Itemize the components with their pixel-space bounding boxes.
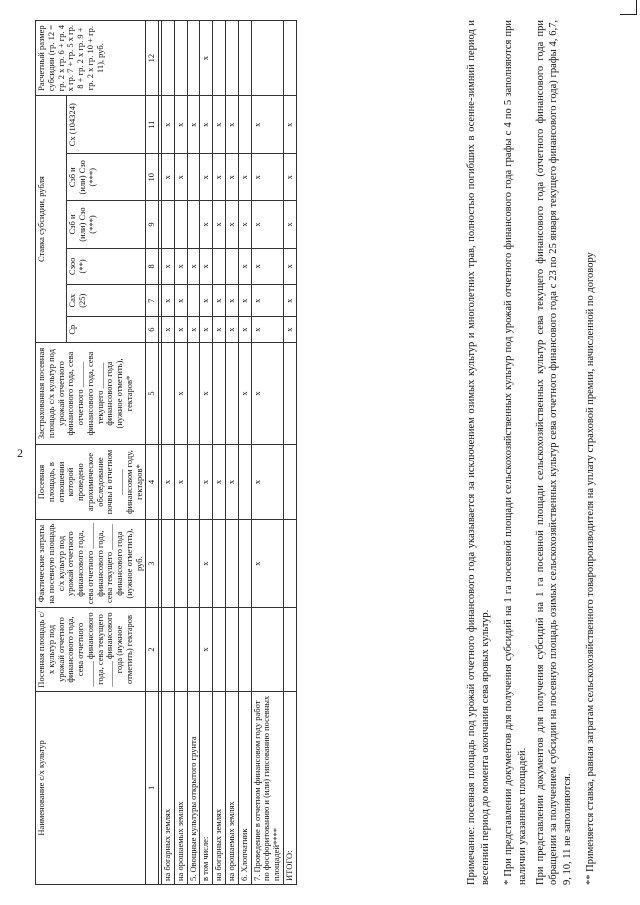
table-cell: х xyxy=(226,96,239,154)
table-cell: х xyxy=(238,154,251,201)
table-cell xyxy=(174,608,187,692)
table-cell: х xyxy=(200,285,213,317)
table-cell: х xyxy=(200,154,213,201)
table-row xyxy=(283,21,296,885)
table-cell: х xyxy=(200,248,213,284)
note-footnote-1: * При представлении документов для получения субсидий на 1 га посевной площади сельскохозяйственных культур под урожай отчетного финансового года графы с 4 по 5 заполняются при наличии указанных площадей. xyxy=(503,20,528,885)
header-rate-sah: Сах (25) xyxy=(67,285,146,317)
table-cell xyxy=(251,21,283,96)
table-cell: х xyxy=(200,608,213,692)
table-cell: х xyxy=(200,317,213,343)
table-cell: х xyxy=(251,285,283,317)
table-cell: х xyxy=(187,248,200,284)
table-cell: х xyxy=(200,96,213,154)
table-cell: х xyxy=(226,285,239,317)
table-body xyxy=(159,21,296,885)
table-cell xyxy=(226,343,239,445)
table-cell: х xyxy=(162,248,175,284)
page-number: 2 xyxy=(17,446,23,460)
table-cell xyxy=(187,343,200,445)
table-cell: х xyxy=(251,444,283,519)
table-cell xyxy=(283,21,296,96)
column-number: 9 xyxy=(146,201,159,248)
table-cell: х xyxy=(226,154,239,201)
table-cell: х xyxy=(200,444,213,519)
table-cell xyxy=(226,520,239,608)
row-label: 7. Проведение в отчетном финансовом году работ по фосфоритованию и (или) гипсованию посевных площадей**** xyxy=(251,691,283,884)
table-cell xyxy=(226,608,239,692)
column-number: 5 xyxy=(146,343,159,445)
table-cell: х xyxy=(251,201,283,248)
table-cell: х xyxy=(200,21,213,96)
table-cell: х xyxy=(174,317,187,343)
table-row xyxy=(238,21,251,885)
column-number: 3 xyxy=(146,520,159,608)
table-cell xyxy=(187,520,200,608)
table-cell xyxy=(162,520,175,608)
header-subsidy-amount: Расчетный размер субсидии (гр. 12 = гр. 2 х гр. 6 + гр. 4 х гр. 7 + гр. 5 х гр. 8 + гр. 2 х гр. 9 + гр. 2 х гр. 10 + гр. 11), руб. xyxy=(36,21,146,96)
header-rate-szb-2: Сзб и (или) Сзо (***) xyxy=(67,154,146,201)
header-rate-sr: Ср xyxy=(67,317,146,343)
table-cell: х xyxy=(251,343,283,445)
table-cell: х xyxy=(213,201,226,248)
table-cell: х xyxy=(283,317,296,343)
column-number: 4 xyxy=(146,444,159,519)
header-insured-area: Застрахованная посевная площадь с/х культур под урожай отчетного финансового года, сева отчетного ______ финансового года, сева текущего ______ финансового года (нужное отметить), гектаров* xyxy=(36,343,146,445)
table-cell: х xyxy=(251,317,283,343)
column-number: 6 xyxy=(146,317,159,343)
table-cell xyxy=(226,248,239,284)
header-agrochemical-area: Посевная площадь, в отношении которой проведено агрохимическое обследование почвы в отчетном ______ финансовом году, гектаров* xyxy=(36,444,146,519)
table-cell xyxy=(187,154,200,201)
table-cell: х xyxy=(238,343,251,445)
column-number: 2 xyxy=(146,608,159,692)
table-cell xyxy=(213,608,226,692)
note-footnote-1-cont: При представлении документов для получения субсидий на 1 га посевной площади сельскохозяйственных культур сева текущего финансового года (отчетного финансового года при обращении за получением субсидии на посевную площадь озимых сельскохозяйственных культур сева отчетного финансового года с 23 по 25 января текущего финансового года) графы 4, 6,7, 9, 10, 11 не заполняются. xyxy=(534,20,573,885)
table-cell: х xyxy=(213,444,226,519)
table-row xyxy=(251,21,283,885)
column-number: 12 xyxy=(146,21,159,96)
table-cell: х xyxy=(226,317,239,343)
table-cell xyxy=(283,444,296,519)
table-cell: х xyxy=(283,248,296,284)
row-label: на богарных землях xyxy=(162,691,175,884)
table-cell xyxy=(187,444,200,519)
row-label: на богарных землях xyxy=(213,691,226,884)
table-cell xyxy=(238,608,251,692)
table-cell xyxy=(238,444,251,519)
table-row xyxy=(200,21,213,885)
table-cell: х xyxy=(187,96,200,154)
table-cell: х xyxy=(238,201,251,248)
table-cell: х xyxy=(238,248,251,284)
table-cell: х xyxy=(226,444,239,519)
header-rate-sh: Сх (104324) xyxy=(67,96,146,154)
rotated-page-content xyxy=(0,10,640,895)
table-cell: х xyxy=(251,96,283,154)
table-cell: х xyxy=(226,201,239,248)
table-cell: х xyxy=(283,154,296,201)
table-cell: х xyxy=(251,248,283,284)
table-row xyxy=(213,21,226,885)
table-cell: х xyxy=(238,285,251,317)
table-cell: х xyxy=(213,285,226,317)
table-cell xyxy=(283,608,296,692)
table-cell: х xyxy=(238,317,251,343)
table-cell: х xyxy=(283,96,296,154)
note-general: Примечание: посевная площадь под урожай отчетного финансового года указывается за исключением озимых культур и многолетних трав, полностью погибших в осенне-зимний период и весенний период до момента окончания сева яровых культур. xyxy=(466,20,491,885)
table-cell: х xyxy=(174,343,187,445)
table-cell: х xyxy=(174,444,187,519)
header-rate-szoo: Сзоо (**) xyxy=(67,248,146,284)
row-label: на орошаемых землях xyxy=(174,691,187,884)
header-crop-name: Наименование с/х культур xyxy=(36,691,146,884)
table-cell: х xyxy=(162,317,175,343)
table-row xyxy=(174,21,187,885)
row-label: 5. Овощные культуры открытого грунта xyxy=(187,691,200,884)
table-cell: х xyxy=(174,96,187,154)
table-cell xyxy=(162,608,175,692)
table-cell: х xyxy=(174,285,187,317)
subsidy-calculation-table xyxy=(35,20,297,885)
column-number: 10 xyxy=(146,154,159,201)
table-cell: х xyxy=(283,285,296,317)
column-number: 1 xyxy=(146,691,159,884)
header-sown-area: Посевная площадь с/х культур под урожай отчетного финансового года, сева отчетного ______ финансового года, сева текущего ______ финансового года (нужное отметить) гектаров xyxy=(36,608,146,692)
table-cell: х xyxy=(187,317,200,343)
table-cell: х xyxy=(162,154,175,201)
table-cell: х xyxy=(213,317,226,343)
row-label: на орошаемых землях xyxy=(226,691,239,884)
table-cell xyxy=(162,21,175,96)
table-cell: х xyxy=(162,285,175,317)
table-row xyxy=(187,21,200,885)
table-cell: х xyxy=(213,154,226,201)
table-cell: х xyxy=(200,201,213,248)
table-cell: х xyxy=(162,96,175,154)
table-cell: х xyxy=(213,96,226,154)
row-label: в том числе: xyxy=(200,691,213,884)
table-cell xyxy=(283,343,296,445)
row-label: 6. Хлопчатник xyxy=(238,691,251,884)
column-number: 7 xyxy=(146,285,159,317)
table-cell xyxy=(213,520,226,608)
table-cell: х xyxy=(174,154,187,201)
table-cell xyxy=(162,343,175,445)
table-cell xyxy=(238,520,251,608)
table-cell xyxy=(174,520,187,608)
note-footnote-2: ** Применяется ставка, равная затратам сельскохозяйственного товаропроизводителя на уплату страховой премии, начисленной по договору xyxy=(585,252,597,885)
table-cell xyxy=(187,608,200,692)
table-cell: х xyxy=(200,343,213,445)
table-row xyxy=(226,21,239,885)
table-cell xyxy=(238,96,251,154)
table-cell xyxy=(174,201,187,248)
row-label: ИТОГО: xyxy=(283,691,296,884)
header-rate-szb-1: Сзб и (или) Сзо (***) xyxy=(67,201,146,248)
table-cell: х xyxy=(283,201,296,248)
table-row xyxy=(162,21,175,885)
table-cell: х xyxy=(251,520,283,608)
column-number-row xyxy=(146,21,159,885)
table-cell xyxy=(213,248,226,284)
table-cell xyxy=(213,21,226,96)
table-cell xyxy=(226,21,239,96)
table-cell xyxy=(187,285,200,317)
table-cell xyxy=(174,21,187,96)
table-cell xyxy=(251,608,283,692)
table-cell: х xyxy=(251,154,283,201)
header-subsidy-rate-group: Ставка субсидии, рубля xyxy=(36,96,67,343)
table-cell xyxy=(187,21,200,96)
header-actual-costs: Фактические затраты на посевную площадь с/х культур под урожай отчетного финансового года, сева отчетного ______ финансового года, сева текущего ______ финансового года (нужное отметить), руб. xyxy=(36,520,146,608)
table-header-row xyxy=(36,21,67,885)
notes-section xyxy=(465,20,602,885)
table-cell xyxy=(238,21,251,96)
table-cell: х xyxy=(174,248,187,284)
table-cell xyxy=(187,201,200,248)
table-cell xyxy=(162,201,175,248)
table-cell xyxy=(283,520,296,608)
table-cell: х xyxy=(162,444,175,519)
column-number: 8 xyxy=(146,248,159,284)
column-number: 11 xyxy=(146,96,159,154)
table-cell xyxy=(213,343,226,445)
table-cell: х xyxy=(200,520,213,608)
